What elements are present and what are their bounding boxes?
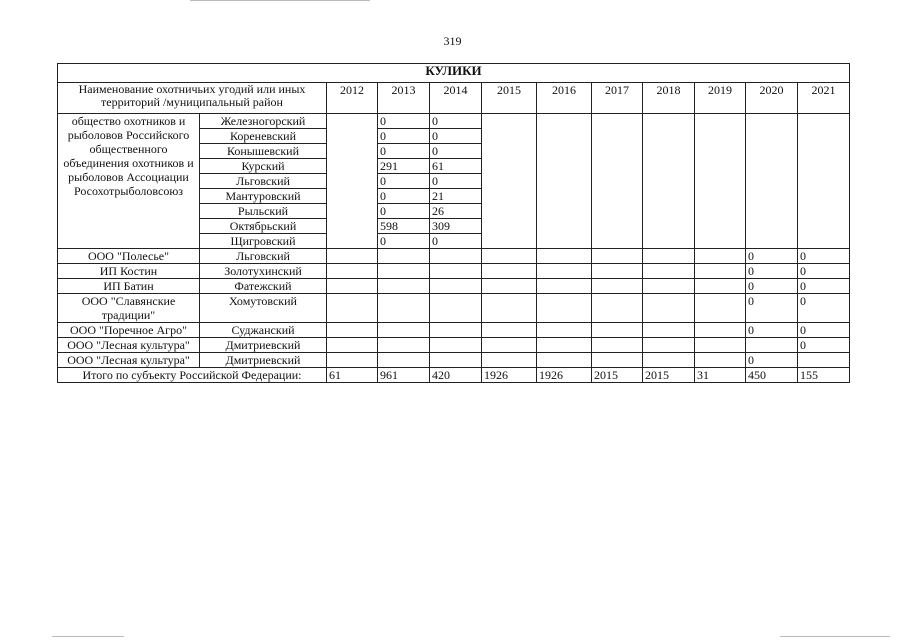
district-cell: Мантуровский [200, 189, 327, 204]
value-cell: 0 [746, 353, 798, 368]
header-year: 2014 [430, 83, 482, 114]
empty-cell [482, 264, 537, 279]
value-cell: 0 [798, 249, 850, 264]
bottom-scan-line [52, 636, 124, 637]
owner-cell: ООО "Лесная культура" [58, 338, 200, 353]
title-row [58, 64, 850, 83]
owner-cell: ИП Костин [58, 264, 200, 279]
group-owner: общество охотников и рыболовов Российского общественного объединения охотников и рыболовов Ассоциации Росохотрыболовсоюз [58, 114, 200, 249]
empty-cell [430, 279, 482, 294]
header-year: 2019 [695, 83, 746, 114]
header-year: 2013 [378, 83, 430, 114]
empty-cell [643, 353, 695, 368]
district-cell: Фатежский [200, 279, 327, 294]
empty-cell [482, 323, 537, 338]
value-cell: 0 [430, 144, 482, 159]
value-cell: 0 [746, 279, 798, 294]
birds-table [57, 63, 850, 383]
table-row [58, 279, 850, 294]
empty-cell [695, 323, 746, 338]
value-cell: 0 [378, 189, 430, 204]
empty-cell [378, 264, 430, 279]
district-cell: Льговский [200, 174, 327, 189]
district-cell: Конышевский [200, 144, 327, 159]
value-cell: 0 [430, 129, 482, 144]
value-cell: 0 [798, 279, 850, 294]
total-row [58, 368, 850, 383]
value-cell: 21 [430, 189, 482, 204]
table-row [58, 338, 850, 353]
empty-cell [537, 323, 592, 338]
page-number: 319 [443, 34, 462, 48]
value-cell: 0 [746, 264, 798, 279]
header-year: 2021 [798, 83, 850, 114]
value-cell: 0 [430, 174, 482, 189]
empty-cell [643, 279, 695, 294]
owner-cell: ООО "Славянские традиции" [58, 294, 200, 323]
value-cell: 0 [378, 234, 430, 249]
empty-cell [327, 279, 378, 294]
owner-cell: ООО "Поречное Агро" [58, 323, 200, 338]
empty-cell [695, 338, 746, 353]
empty-cell [430, 323, 482, 338]
value-cell: 0 [798, 323, 850, 338]
table-row [58, 114, 850, 129]
value-cell: 0 [746, 323, 798, 338]
table-title: КУЛИКИ [58, 64, 850, 83]
empty-cell [327, 294, 378, 323]
value-cell: 0 [746, 294, 798, 323]
empty-cell [537, 279, 592, 294]
empty-cell [643, 338, 695, 353]
empty-cell [482, 338, 537, 353]
owner-cell: ИП Батин [58, 279, 200, 294]
empty-cell [327, 323, 378, 338]
header-year: 2017 [592, 83, 643, 114]
empty-cell [482, 353, 537, 368]
empty-cell [695, 249, 746, 264]
top-scan-line [190, 0, 370, 1]
empty-cell [378, 279, 430, 294]
district-cell: Льговский [200, 249, 327, 264]
table-row [58, 249, 850, 264]
value-cell: 0 [430, 114, 482, 129]
empty-cell [430, 353, 482, 368]
total-value: 450 [746, 368, 798, 383]
empty-cell [592, 338, 643, 353]
empty-cell [643, 264, 695, 279]
district-cell: Золотухинский [200, 264, 327, 279]
empty-cell [537, 338, 592, 353]
empty-cell [378, 353, 430, 368]
empty-cell [695, 353, 746, 368]
district-cell: Октябрьский [200, 219, 327, 234]
header-year: 2018 [643, 83, 695, 114]
total-value: 1926 [537, 368, 592, 383]
empty-cell [695, 294, 746, 323]
value-cell: 0 [378, 114, 430, 129]
empty-cell [378, 249, 430, 264]
district-cell: Суджанский [200, 323, 327, 338]
total-value: 420 [430, 368, 482, 383]
empty-cell [482, 249, 537, 264]
header-row [58, 83, 850, 114]
value-cell [798, 353, 850, 368]
table-row [58, 323, 850, 338]
empty-cell [378, 294, 430, 323]
header-owner: Наименование охотничьих угодий или иных территорий /муниципальный район [58, 83, 327, 114]
owner-cell: ООО "Лесная культура" [58, 353, 200, 368]
owner-cell: ООО "Полесье" [58, 249, 200, 264]
empty-cell [798, 114, 850, 249]
total-value: 31 [695, 368, 746, 383]
empty-cell [643, 294, 695, 323]
total-value: 61 [327, 368, 378, 383]
header-year: 2016 [537, 83, 592, 114]
value-cell: 0 [378, 204, 430, 219]
value-cell: 0 [746, 249, 798, 264]
empty-cell [592, 279, 643, 294]
empty-cell [695, 279, 746, 294]
district-cell: Рыльский [200, 204, 327, 219]
total-value: 1926 [482, 368, 537, 383]
empty-cell [537, 294, 592, 323]
district-cell: Дмитриевский [200, 338, 327, 353]
value-cell: 0 [798, 338, 850, 353]
empty-cell [482, 294, 537, 323]
bottom-scan-line [780, 636, 890, 637]
header-year: 2012 [327, 83, 378, 114]
empty-cell [695, 264, 746, 279]
district-cell: Курский [200, 159, 327, 174]
total-label: Итого по субъекту Российской Федерации: [58, 368, 327, 383]
total-value: 2015 [592, 368, 643, 383]
empty-cell [327, 114, 378, 249]
empty-cell [537, 264, 592, 279]
value-cell: 0 [378, 144, 430, 159]
empty-cell [592, 114, 643, 249]
header-year: 2020 [746, 83, 798, 114]
empty-cell [327, 353, 378, 368]
value-cell: 0 [378, 129, 430, 144]
empty-cell [378, 323, 430, 338]
empty-cell [592, 294, 643, 323]
empty-cell [592, 249, 643, 264]
empty-cell [430, 249, 482, 264]
empty-cell [430, 264, 482, 279]
table-row [58, 294, 850, 323]
empty-cell [327, 338, 378, 353]
empty-cell [482, 279, 537, 294]
empty-cell [695, 114, 746, 249]
district-cell: Хомутовский [200, 294, 327, 323]
value-cell: 291 [378, 159, 430, 174]
value-cell: 0 [798, 294, 850, 323]
empty-cell [746, 114, 798, 249]
empty-cell [643, 114, 695, 249]
total-value: 961 [378, 368, 430, 383]
empty-cell [537, 114, 592, 249]
value-cell: 0 [378, 174, 430, 189]
district-cell: Кореневский [200, 129, 327, 144]
district-cell: Железногорский [200, 114, 327, 129]
empty-cell [430, 294, 482, 323]
value-cell [746, 338, 798, 353]
empty-cell [592, 323, 643, 338]
empty-cell [430, 338, 482, 353]
empty-cell [327, 264, 378, 279]
value-cell: 26 [430, 204, 482, 219]
empty-cell [537, 249, 592, 264]
empty-cell [592, 264, 643, 279]
empty-cell [378, 338, 430, 353]
total-value: 155 [798, 368, 850, 383]
value-cell: 309 [430, 219, 482, 234]
header-year: 2015 [482, 83, 537, 114]
empty-cell [592, 353, 643, 368]
value-cell: 598 [378, 219, 430, 234]
empty-cell [537, 353, 592, 368]
value-cell: 0 [798, 264, 850, 279]
empty-cell [327, 249, 378, 264]
value-cell: 61 [430, 159, 482, 174]
district-cell: Щигровский [200, 234, 327, 249]
empty-cell [482, 114, 537, 249]
total-value: 2015 [643, 368, 695, 383]
table-row [58, 264, 850, 279]
value-cell: 0 [430, 234, 482, 249]
empty-cell [643, 249, 695, 264]
empty-cell [643, 323, 695, 338]
district-cell: Дмитриевский [200, 353, 327, 368]
table-row [58, 353, 850, 368]
